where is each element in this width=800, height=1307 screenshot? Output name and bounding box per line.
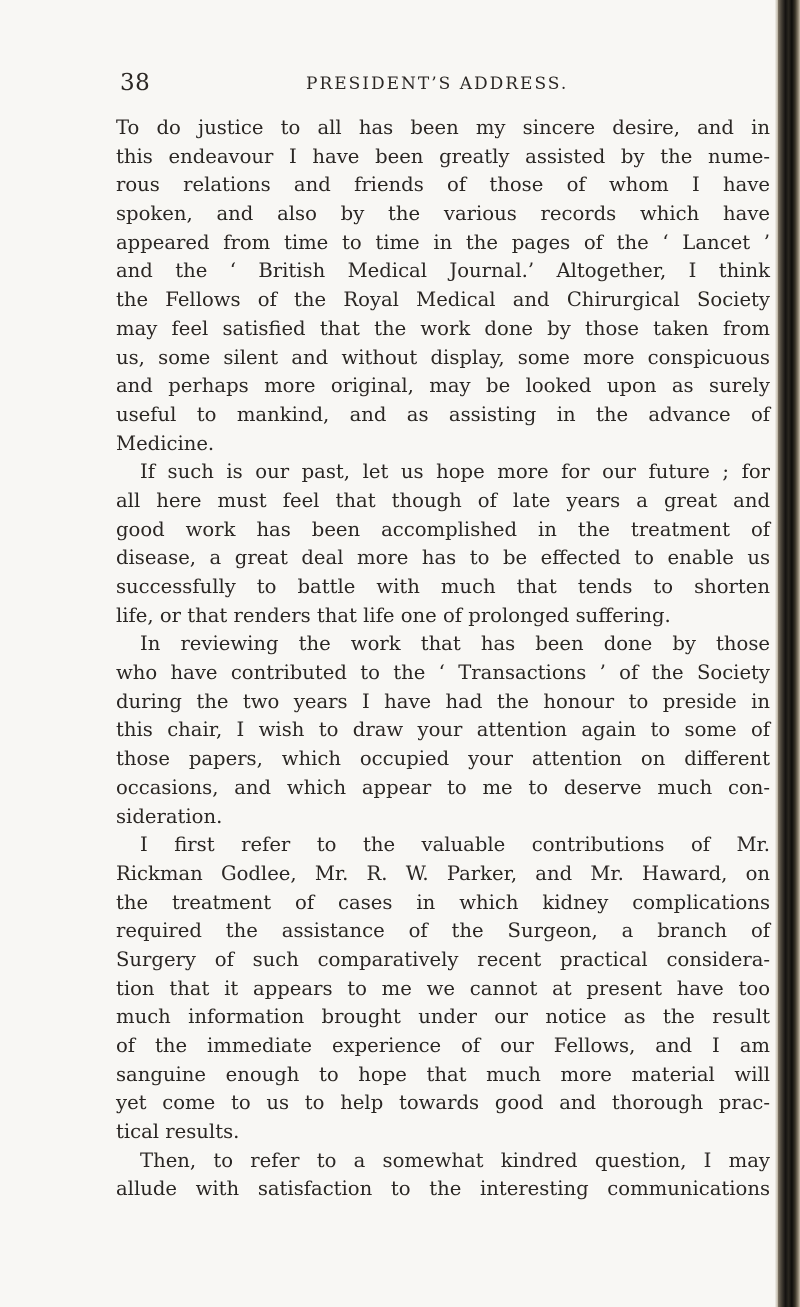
paragraph-first-line: In reviewing the work that has been done by those [140,632,770,656]
book-spine-edge [778,0,800,1307]
text-line: during the two years I have had the honour to preside in [116,689,770,713]
text-line: us, some silent and without display, some more conspicuous [116,345,770,369]
text-line: required the assistance of the Surgeon, a branch of [116,919,770,943]
text-line: and the ‘ British Medical Journal.’ Altogether, I think [116,259,770,283]
text-line: To do justice to all has been my sincere desire, and in [116,116,770,139]
text-line: the Fellows of the Royal Medical and Chirurgical Society [116,288,770,312]
text-line: appeared from time to time in the pages of the ‘ Lancet ’ [116,230,770,254]
page-number: 38 [120,70,151,96]
body-text [116,114,770,1204]
text-line: spoken, and also by the various records which have [116,202,770,226]
text-line: and perhaps more original, may be looked upon as surely [116,374,770,398]
text-line: those papers, which occupied your attention on different [116,747,770,771]
text-line: good work has been accomplished in the treatment of [116,517,770,541]
text-line: useful to mankind, and as assisting in the advance of [116,402,770,426]
text-line: of the immediate experience of our Fellows, and I am [116,1034,770,1057]
text-line: who have contributed to the ‘ Transactions ’ of the Society [116,661,770,685]
text-line: yet come to us to help towards good and thorough prac- [116,1091,770,1115]
text-line: sideration. [116,804,223,828]
text-line: Surgery of such comparatively recent practical considera- [116,947,770,971]
text-line: this chair, I wish to draw your attention again to some of [116,718,770,742]
text-line: occasions, and which appear to me to deserve much con- [116,775,770,799]
text-line: much information brought under our notice as the result [116,1005,770,1029]
running-head: PRESIDENT’S ADDRESS. [306,74,569,94]
paragraph-first-line: If such is our past, let us hope more for our future ; for [140,460,770,484]
text-line: allude with satisfaction to the interesting communications [116,1177,770,1201]
text-line: may feel satisfied that the work done by those taken from [116,316,770,340]
text-line: Medicine. [116,431,215,455]
paragraph-first-line: I first refer to the valuable contributions of Mr. [140,833,770,857]
text-line: successfully to battle with much that tends to shorten [116,575,770,598]
text-line: tion that it appears to me we cannot at present have too [116,976,770,1000]
text-line: this endeavour I have been greatly assisted by the nume- [116,144,770,168]
text-line: rous relations and friends of those of whom I have [116,173,770,197]
text-line: sanguine enough to hope that much more material will [116,1062,770,1086]
text-line: the treatment of cases in which kidney complications [116,890,770,914]
paragraph-first-line: Then, to refer to a somewhat kindred question, I may [140,1148,770,1172]
text-line: tical results. [116,1120,240,1144]
text-line: Rickman Godlee, Mr. R. W. Parker, and Mr. Haward, on [116,861,770,885]
text-line: disease, a great deal more has to be effected to enable us [116,546,770,570]
text-line: life, or that renders that life one of prolonged suffering. [116,603,671,627]
text-line: all here must feel that though of late years a great and [116,488,770,512]
